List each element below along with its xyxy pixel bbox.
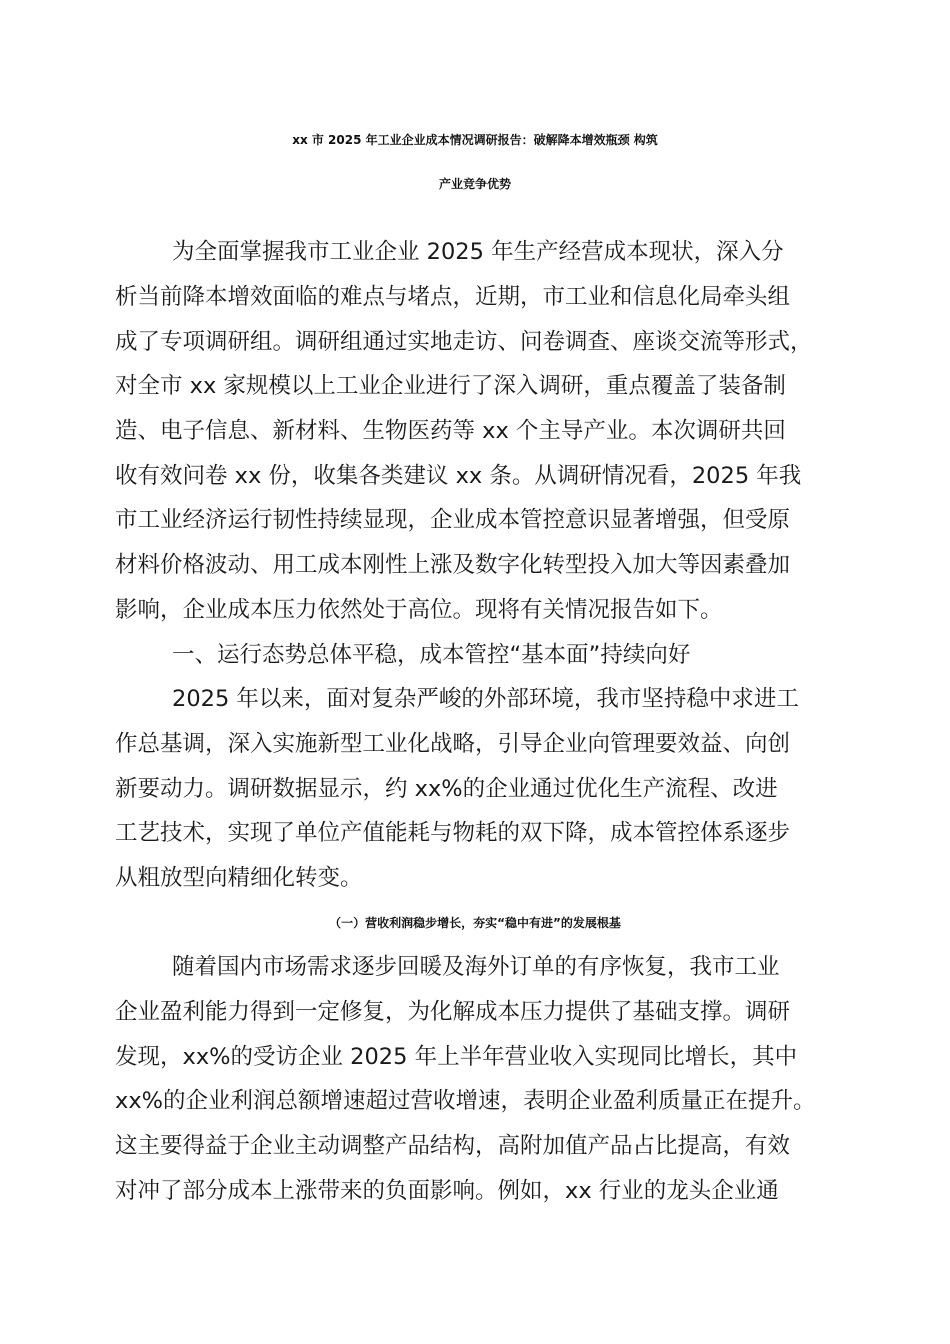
- subsection-heading-1: （一）营收利润稳步增长，夯实“稳中有进”的发展根基: [329, 916, 621, 930]
- paragraph-intro-line: 材料价格波动、用工成本刚性上涨及数字化转型投入加大等因素叠加: [115, 552, 791, 578]
- paragraph-intro-line: 对全市 xx 家规模以上工业企业进行了深入调研，重点覆盖了装备制: [115, 373, 786, 399]
- paragraph-section-1-line: 工艺技术，实现了单位产值能耗与物耗的双下降，成本管控体系逐步: [115, 820, 791, 846]
- paragraph-subsection-1-line: 这主要得益于企业主动调整产品结构，高附加值产品占比提高，有效: [115, 1133, 791, 1159]
- paragraph-intro-line: 为全面掌握我市工业企业 2025 年生产经营成本现状，深入分: [172, 239, 784, 265]
- paragraph-subsection-1-line: xx%的企业利润总额增速超过营收增速，表明企业盈利质量正在提升。: [115, 1088, 816, 1114]
- paragraph-intro-line: 成了专项调研组。调研组通过实地走访、问卷调查、座谈交流等形式，: [115, 329, 813, 355]
- paragraph-subsection-1-line: 随着国内市场需求逐步回暖及海外订单的有序恢复，我市工业: [172, 954, 780, 980]
- paragraph-intro-line: 析当前降本增效面临的难点与堵点，近期，市工业和信息化局牵头组: [115, 284, 791, 310]
- paragraph-section-1-line: 作总基调，深入实施新型工业化战略，引导企业向管理要效益、向创: [115, 731, 791, 757]
- paragraph-intro-line: 收有效问卷 xx 份，收集各类建议 xx 条。从调研情况看，2025 年我: [115, 463, 802, 489]
- paragraph-subsection-1-line: 对冲了部分成本上涨带来的负面影响。例如，xx 行业的龙头企业通: [115, 1178, 779, 1204]
- paragraph-subsection-1-line: 发现，xx%的受访企业 2025 年上半年营业收入实现同比增长，其中: [115, 1044, 798, 1070]
- paragraph-section-1-line: 新要动力。调研数据显示，约 xx%的企业通过优化生产流程、改进: [115, 776, 778, 802]
- report-title-line-1: xx 市 2025 年工业企业成本情况调研报告：破解降本增效瓶颈 构筑: [292, 133, 658, 147]
- paragraph-subsection-1-line: 企业盈利能力得到一定修复，为化解成本压力提供了基础支撑。调研: [115, 999, 791, 1025]
- paragraph-intro-line: 造、电子信息、新材料、生物医药等 xx 个主导产业。本次调研共回: [115, 418, 786, 444]
- section-heading-1: 一、运行态势总体平稳，成本管控“基本面”持续向好: [172, 642, 691, 668]
- paragraph-section-1-line: 从粗放型向精细化转变。: [115, 865, 363, 891]
- report-title-line-2: 产业竞争优势: [438, 177, 511, 191]
- paragraph-intro-line: 影响，企业成本压力依然处于高位。现将有关情况报告如下。: [115, 597, 723, 623]
- paragraph-intro-line: 市工业经济运行韧性持续显现，企业成本管控意识显著增强，但受原: [115, 507, 791, 533]
- paragraph-section-1-line: 2025 年以来，面对复杂严峻的外部环境，我市坚持稳中求进工: [172, 686, 799, 712]
